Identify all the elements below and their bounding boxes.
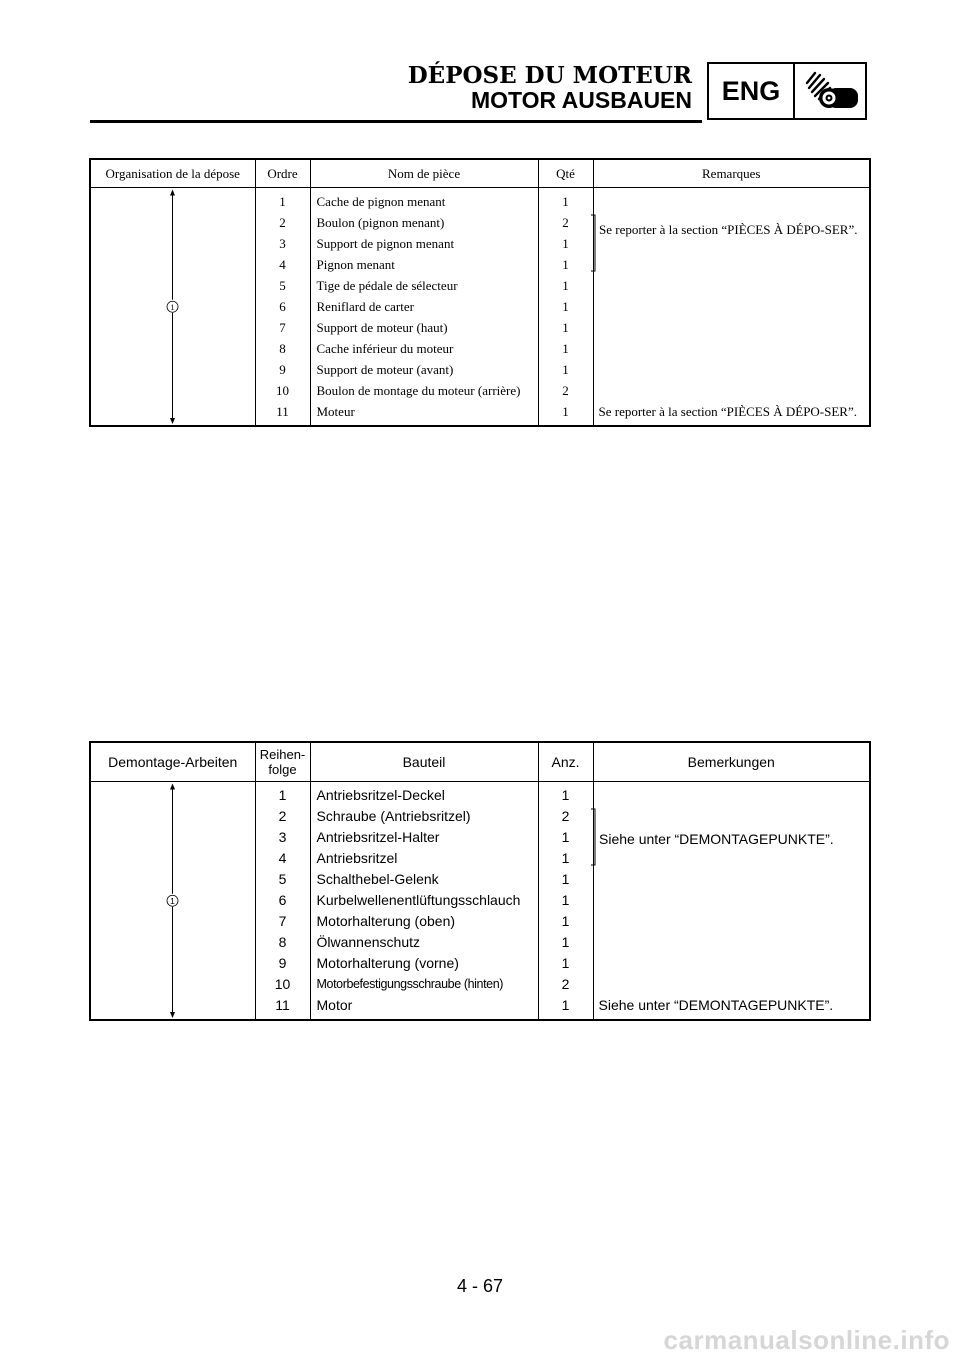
qty-cell: 1 [538, 827, 593, 848]
part-name-cell: Cache de pignon menant [310, 188, 538, 213]
remark-bracket [591, 809, 595, 865]
qty-cell: 1 [538, 953, 593, 974]
order-cell: 2 [255, 212, 310, 233]
order-cell: 1 [255, 782, 310, 807]
remarks-cell: Siehe unter “DEMONTAGEPUNKTE”. [593, 995, 870, 1020]
col-header-part-name: Bauteil [310, 742, 538, 782]
part-name-cell: Motor [310, 995, 538, 1020]
col-header-remarks: Bemerkungen [593, 742, 870, 782]
part-name-cell: Kurbelwellenentlüftungsschlauch [310, 890, 538, 911]
qty-cell: 2 [538, 212, 593, 233]
page-title-de: MOTOR AUSBAUEN [470, 87, 692, 113]
part-name-cell: Motorbefestigungsschraube (hinten) [310, 974, 538, 995]
part-name-cell: Support de pignon menant [310, 233, 538, 254]
qty-cell: 1 [538, 317, 593, 338]
order-cell: 3 [255, 233, 310, 254]
part-name-cell: Support de moteur (haut) [310, 317, 538, 338]
col-header-organisation: Organisation de la dépose [90, 159, 255, 188]
col-header-demontage: Demontage-Arbeiten [90, 742, 255, 782]
order-cell: 5 [255, 275, 310, 296]
part-name-cell: Motorhalterung (oben) [310, 911, 538, 932]
part-name-cell: Moteur [310, 401, 538, 426]
order-cell: 8 [255, 338, 310, 359]
qty-cell: 1 [538, 359, 593, 380]
order-cell: 8 [255, 932, 310, 953]
qty-cell: 1 [538, 233, 593, 254]
part-name-cell: Tige de pédale de sélecteur [310, 275, 538, 296]
qty-cell: 1 [538, 296, 593, 317]
qty-cell: 1 [538, 995, 593, 1020]
qty-cell: 1 [538, 401, 593, 426]
badge-label: ENG [709, 64, 795, 118]
col-header-order-label: Reihen-folge [259, 747, 306, 777]
order-cell: 4 [255, 254, 310, 275]
group-marker-number: 1 [170, 301, 175, 312]
group-range-arrow-down [170, 418, 175, 424]
order-cell: 9 [255, 359, 310, 380]
bracket-remark-text: Siehe unter “DEMONTAGEPUNKTE”. [599, 831, 834, 847]
qty-cell: 1 [538, 869, 593, 890]
order-cell: 11 [255, 995, 310, 1020]
page-title-fr: DÉPOSE DU MOTEUR [407, 62, 692, 89]
col-header-qty: Anz. [538, 742, 593, 782]
qty-cell: 1 [538, 254, 593, 275]
qty-cell: 2 [538, 806, 593, 827]
order-cell: 11 [255, 401, 310, 426]
part-name-cell: Ölwannenschutz [310, 932, 538, 953]
qty-cell: 1 [538, 782, 593, 807]
remarks-cell: Se reporter à la section “PIÈCES À DÉPO-SER”. [593, 401, 870, 426]
order-cell: 6 [255, 890, 310, 911]
order-cell: 7 [255, 317, 310, 338]
part-name-cell: Cache inférieur du moteur [310, 338, 538, 359]
qty-cell: 2 [538, 974, 593, 995]
order-cell: 2 [255, 806, 310, 827]
qty-cell: 1 [538, 890, 593, 911]
watermark: carmanualsonline.info [663, 1325, 950, 1355]
part-name-cell: Antriebsritzel-Halter [310, 827, 538, 848]
page-number: 4 - 67 [456, 1276, 504, 1296]
order-cell: 10 [255, 974, 310, 995]
qty-cell: 1 [538, 338, 593, 359]
group-range-arrow-up [170, 190, 175, 196]
part-name-cell: Boulon (pignon menant) [310, 212, 538, 233]
group-range-arrow-down [170, 1012, 175, 1018]
order-cell: 5 [255, 869, 310, 890]
col-header-qty: Qté [538, 159, 593, 188]
order-cell: 4 [255, 848, 310, 869]
part-name-cell: Support de moteur (avant) [310, 359, 538, 380]
qty-cell: 1 [538, 911, 593, 932]
qty-cell: 2 [538, 380, 593, 401]
part-name-cell: Antriebsritzel [310, 848, 538, 869]
qty-cell: 1 [538, 932, 593, 953]
qty-cell: 1 [538, 188, 593, 213]
order-cell: 10 [255, 380, 310, 401]
part-name-cell: Motorhalterung (vorne) [310, 953, 538, 974]
remark-bracket [591, 215, 595, 271]
order-cell: 6 [255, 296, 310, 317]
part-name-cell: Pignon menant [310, 254, 538, 275]
col-header-remarks: Remarques [593, 159, 870, 188]
order-cell: 1 [255, 188, 310, 213]
qty-cell: 1 [538, 275, 593, 296]
part-name-cell: Boulon de montage du moteur (arrière) [310, 380, 538, 401]
order-cell: 9 [255, 953, 310, 974]
part-name-cell: Schalthebel-Gelenk [310, 869, 538, 890]
col-header-order: Ordre [255, 159, 310, 188]
bracket-remark-text: Se reporter à la section “PIÈCES À DÉPO-SER”. [599, 222, 858, 237]
qty-cell: 1 [538, 848, 593, 869]
part-name-cell: Reniflard de carter [310, 296, 538, 317]
order-cell: 7 [255, 911, 310, 932]
group-range-arrow-up [170, 784, 175, 790]
order-cell: 3 [255, 827, 310, 848]
part-name-cell: Schraube (Antriebsritzel) [310, 806, 538, 827]
part-name-cell: Antriebsritzel-Deckel [310, 782, 538, 807]
col-header-part-name: Nom de pièce [310, 159, 538, 188]
group-marker-number: 1 [170, 895, 175, 906]
